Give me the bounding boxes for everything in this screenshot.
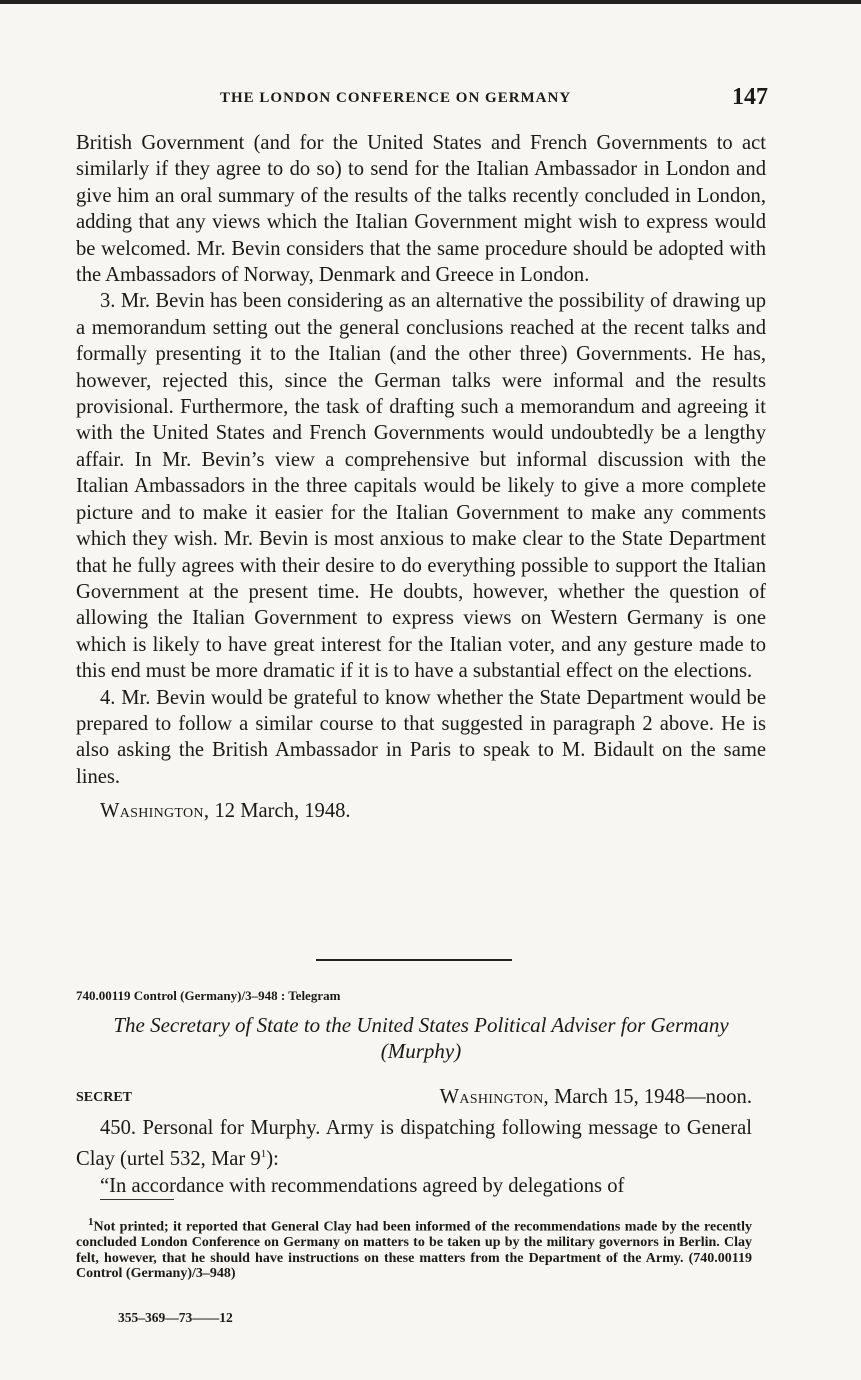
telegram-paragraph-1-text: 450. Personal for Murphy. Army is dispatching following message to General Clay (urtel 532, Mar 9 [76, 1117, 752, 1171]
footnote [76, 1215, 752, 1282]
classification-line [76, 1086, 752, 1114]
telegram-dateline-place: Washington, [439, 1086, 549, 1108]
dateline-date: 12 March, 1948. [214, 800, 351, 823]
dateline-place: Washington, [100, 800, 210, 823]
telegram-paragraph-1 [76, 1115, 752, 1173]
telegram-dateline-date: March 15, 1948—noon. [554, 1086, 752, 1108]
telegram-dateline [440, 1086, 752, 1109]
page-edge [0, 0, 861, 4]
document-title: The Secretary of State to the United States Political Adviser for Germany (Murphy) [113, 1013, 729, 1063]
telegram-text [76, 1115, 752, 1199]
classification-label: SECRET [76, 1090, 133, 1105]
page-number: 147 [732, 84, 768, 110]
main-text [76, 130, 766, 825]
telegram-paragraph-1-end: ): [266, 1148, 279, 1171]
printer-mark: 355–369—73——12 [118, 1310, 233, 1325]
footnote-text: Not printed; it reported that General Clay had been informed of the recommendations made by the recently concluded London Conference on Germany on matters to be taken up by the military governors in Berlin. Clay felt, however, that he should have instructions on these matters from the Department of the Army. (740.00119 Control (Germany)/3–948) [76, 1219, 752, 1282]
footnote-divider [100, 1199, 174, 1200]
page-header [80, 84, 770, 114]
section-divider [316, 959, 512, 961]
dateline [76, 798, 766, 824]
paragraph-continued: British Government (and for the United States and French Governments to act similarly if they agree to do so) to send for the Italian Ambassador in London and give him an oral summary of the results of the talks recently concluded in London, adding that any views which the Italian Government might wish to express would be welcomed. Mr. Bevin considers that the same procedure should be adopted with the Ambassadors of Norway, Denmark and Greece in London. [76, 132, 766, 287]
paragraph-4: 4. Mr. Bevin would be grateful to know whether the State Department would be prepared to follow a similar course to that suggested in paragraph 2 above. He is also asking the British Ambassador in Paris to speak to M. Bidault on the same lines. [76, 686, 766, 788]
paragraph-3: 3. Mr. Bevin has been considering as an alternative the possibility of drawing up a memorandum setting out the general conclusions reached at the recent talks and formally presenting it to the Italian (and the other three) Governments. He has, however, rejected this, since the German talks were informal and the results provisional. Furthermore, the task of drafting such a memorandum and agreeing it with the United States and French Governments would undoubtedly be a lengthy affair. In Mr. Bevin’s view a comprehensive but informal discussion with the Italian Ambassadors in the three capitals would be likely to give a more complete picture and to make it easier for the Italian Government to make any comments which they wish. Mr. Bevin is most anxious to make clear to the State Department that he fully agrees with their desire to do everything possible to support the Italian Government at the present time. He doubts, however, whether the question of allowing the Italian Government to express views on Western Germany is one which is likely to have great interest for the Italian voter, and any gesture made to this end must be more dramatic if it is to have a substantial effect on the elections. [76, 290, 766, 683]
footnote-reference[interactable]: 1 [260, 1148, 267, 1161]
file-code: 740.00119 Control (Germany)/3–948 : Telegram [76, 988, 341, 1003]
running-head: THE LONDON CONFERENCE ON GERMANY [220, 90, 572, 106]
footnote-marker: 1 [88, 1216, 94, 1228]
telegram-paragraph-2: “In accordance with recommendations agreed by delegations of [100, 1174, 625, 1197]
